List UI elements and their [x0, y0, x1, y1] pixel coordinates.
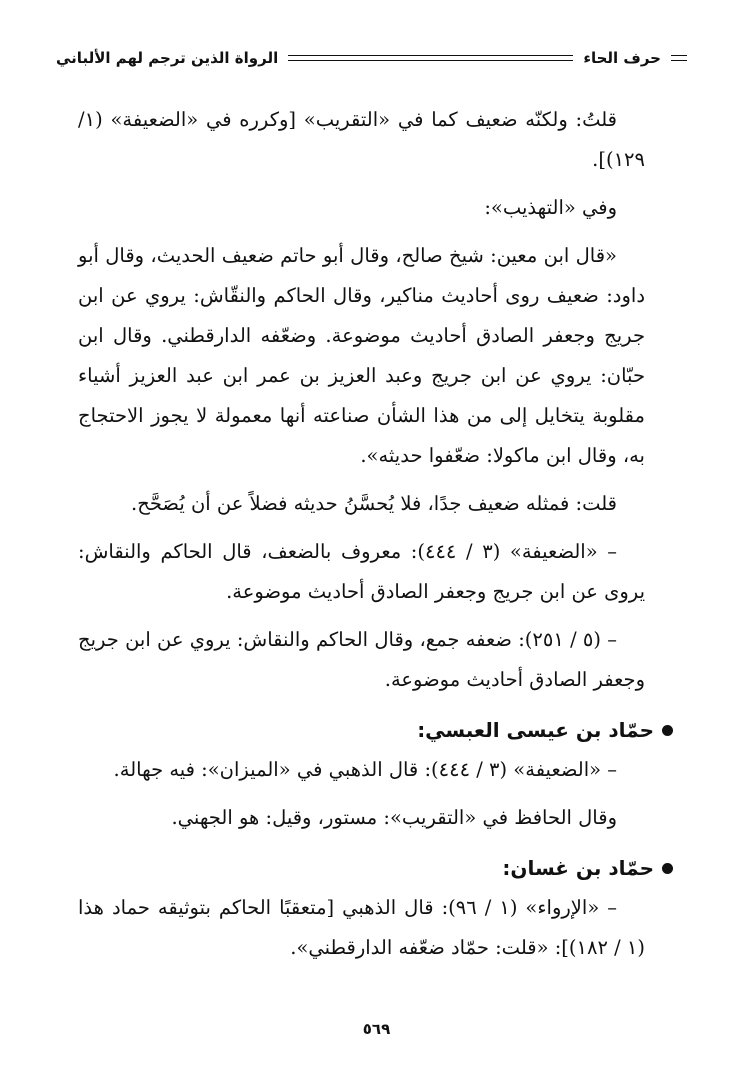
- header-rule-short: [671, 55, 687, 61]
- paragraph-comment-2: قلت: فمثله ضعيف جدًا، فلا يُحسَّنُ حديثه فضلاً عن أن يُصَحَّح.: [131, 492, 617, 515]
- header-rule-double: [288, 55, 573, 61]
- book-title: الرواة الذين ترجم لهم الألباني: [56, 49, 279, 67]
- entry-name: حمّاد بن عيسى العبسي:: [417, 718, 654, 742]
- paragraph-tahdhib-quote: «قال ابن معين: شيخ صالح، وقال أبو حاتم ضعيف الحديث، وقال أبو داود: ضعيف روى أحاديث مناكير، وقال الحاكم والنقّاش: يروي عن ابن جريج وجعفر الصادق أحاديث موضوعة. وضعّفه الدارقطني. وقال ابن حبّان: يروي عن ابن جريج وعبد العزيز بن عمر ابن عبد العزيز أشياء مقلوبة يتخايل إلى من هذا الشأن صناعته أنها معمولة لا يجوز الاحتجاج به، وقال ابن ماكولا: ضعّفوا حديثه».: [78, 244, 645, 467]
- bullet-icon: [662, 725, 673, 736]
- entry2-irwa: – «الإرواء» (١ / ٩٦): قال الذهبي [متعقبًا الحاكم بتوثيقه حماد هذا (١ / ١٨٢)]: «قلت: حمّاد ضعّفه الدارقطني».: [78, 896, 645, 959]
- entry-name: حمّاد بن غسان:: [502, 856, 654, 880]
- chapter-title: حرف الحاء: [583, 49, 661, 67]
- entry-heading-hammad-ibn-isa: [78, 710, 673, 750]
- page-body: [78, 100, 654, 968]
- page-number: ٥٦٩: [362, 1020, 391, 1038]
- entry1-taqrib: وقال الحافظ في «التقريب»: مستور، وقيل: هو الجهني.: [171, 806, 617, 829]
- running-header: [56, 44, 687, 72]
- paragraph-daifa-5: – (٥ / ٢٥١): ضعفه جمع، وقال الحاكم والنقاش: يروي عن ابن جريج وجعفر الصادق أحاديث موضوعة.: [78, 628, 645, 691]
- bullet-icon: [662, 863, 673, 874]
- paragraph-tahdhib-intro: وفي «التهذيب»:: [484, 196, 617, 219]
- entry1-daifa: – «الضعيفة» (٣ / ٤٤٤): قال الذهبي في «الميزان»: فيه جهالة.: [113, 758, 617, 781]
- paragraph-daifa-3: – «الضعيفة» (٣ / ٤٤٤): معروف بالضعف، قال الحاكم والنقاش: يروى عن ابن جريج وجعفر الصادق أحاديث موضوعة.: [78, 540, 645, 603]
- entry-heading-hammad-ibn-ghassan: [78, 848, 673, 888]
- paragraph-comment-1: قلتُ: ولكنّه ضعيف كما في «التقريب» [وكرره في «الضعيفة» (١/ ١٢٩)].: [78, 108, 645, 171]
